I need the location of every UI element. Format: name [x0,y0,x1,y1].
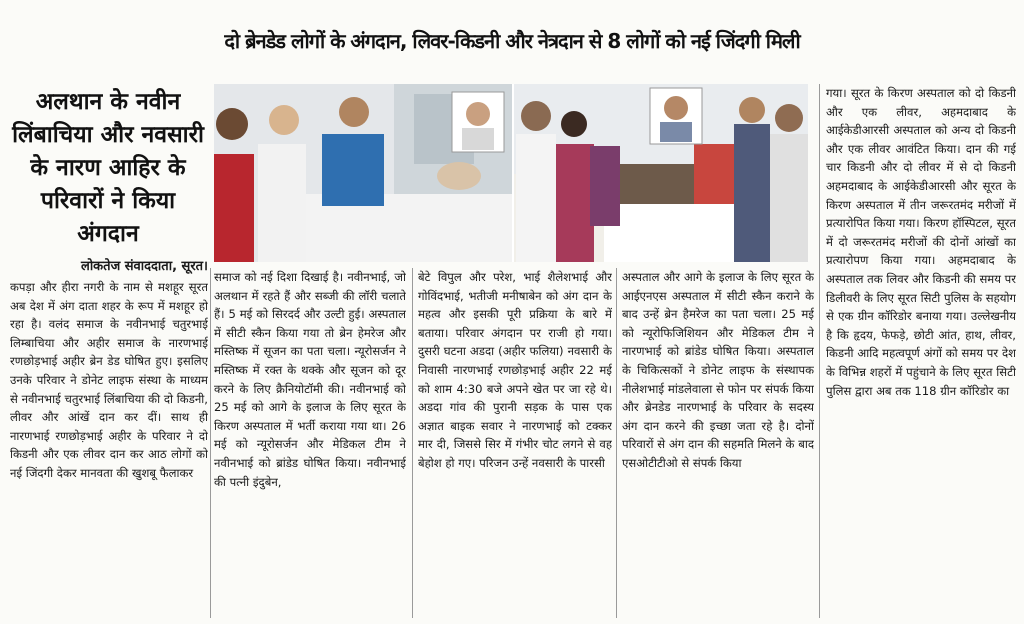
headline: दो ब्रेनडेड लोगों के अंगदान, लिवर-किडनी और नेत्रदान से 8 लोगों को नई जिंदगी मिली [224,28,800,53]
news-photo [214,84,808,262]
column-4-text: अस्पताल और आगे के इलाज के लिए सूरत के आईएनएस अस्पताल में सीटी स्कैन कराने के बाद उन्हें ब्रेन हैमरेज का पता चला। 25 मई को न्यूरोफिजिशियन और मेडिकल टीम ने नारणभाई को ब्रांडेड घोषित किया। अस्पताल के चिकित्सकों ने डोनेट लाइफ के संस्थापक नीलेशभाई मांडलेवाला से फोन पर संपर्क किया और ब्रेनडेड नारणभाई के परिवार के सदस्य अंग दान करने की इच्छा जता रहे है। दोनों परिवारों से अंग दान की सहमति मिलने के बाद एसओटीटीओ से संपर्क किया [622,270,814,470]
article-column-1 [10,278,208,618]
article-column-2 [214,268,406,618]
article-column-4 [622,268,814,618]
article-column-3 [418,268,612,618]
column-5-text: गया। सूरत के किरण अस्पताल को दो किडनी और एक लीवर, अहमदाबाद के आईकेडीआरसी अस्पताल को अन्य दो किडनी और एक लीवर आवंटित किया। दान की गई चार किडनी और दो लीवर में से दो किडनी अहमदाबाद के आईकेडीआरसी और सूरत के किरण अस्पताल में तीन जरूरतमंद मरीजों में प्रत्यारोपित किया गया। किरण हॉस्पिटल, सूरत में दो जरूरतमंद मरीजों की दोनों आंखों का प्रत्यारोपण किया गया। अहमदाबाद के अस्पताल तक लिवर और किडनी की समय पर डिलीवरी के लिए सूरत सिटी पुलिस के सहयोग से एक ग्रीन कॉरिडोर बनाया गया। उल्लेखनीय है कि हृदय, फेफड़े, छोटी आंत, हाथ, लीवर, किडनी आदि महत्वपूर्ण अंगों को समय पर देश के विभिन्न शहरों में पहुंचाने के लिए सूरत सिटी पुलिस द्वारा अब तक 118 ग्रीन कॉरिडोर का [826,86,1016,398]
byline: लोकतेज संवाददाता, सूरत। [81,259,208,274]
column-1-text: कपड़ा और हीरा नगरी के नाम से मशहूर सूरत अब देश में अंग दाता शहर के रूप में मशहूर हो रहा है। वलंद समाज के नवीनभाई चतुरभाई लिम्बाचिया और अहीर समाज के नारणभाई रणछोड़भाई अहीर ब्रेन डेड घोषित हुए। इसलिए उनके परिवार ने डोनेट लाइफ संस्था के माध्यम से नवीनभाई चतुरभाई लिंबाचिया की दो किडनी, लीवर और आंखें दान कर दीं। साथ ही नारणभाई रणछोड़भाई अहीर के परिवार ने दो किडनी और एक लीवर दान कर आठ लोगों को नई जिंदगी देकर मानवता की खुशबू फैलाकर [10,280,208,480]
column-3-text: बेटे विपुल और परेश, भाई शैलेशभाई और गोविंदभाई, भतीजी मनीषाबेन को अंग दान के महत्व और इसकी पूरी प्रक्रिया के बारे में बताया। परिवार अंगदान पर राजी हो गया। दुसरी घटना अडदा (अहीर फलिया) नवसारी के निवासी नारणभाई रणछोड़भाई अहीर 22 मई को शाम 4:30 बजे अपने खेत पर जा रहे थे। अडदा गांव की पुरानी सड़क के पास एक अज्ञात बाइक सवार ने नारणभाई को टक्कर मार दी, जिससे सिर में गंभीर चोट लगने से वह बेहोश हो गए। परिजन उन्हें नवसारी के पारसी [418,270,612,470]
subheadline: अलथान के नवीन लिंबाचिया और नवसारी के नारण आहिर के परिवारों ने किया अंगदान [12,89,204,247]
column-2-text: समाज को नई दिशा दिखाई है। नवीनभाई, जो अलथान में रहते हैं और सब्जी की लॉरी चलाते हैं। 5 मई को सिरदर्द और उल्टी हुई। अस्पताल में सीटी स्कैन किया गया तो ब्रेन हेमरेज और मस्तिष्क में सूजन का पता चला। न्यूरोसर्जन ने मस्तिष्क में रक्त के थक्के और सूजन को दूर करने के लिए क्रैनियोटॉमी की। नवीनभाई को 25 मई को आगे के इलाज के लिए सूरत के किरण अस्पताल में भर्ती कराया गया था। 26 मई को न्यूरोसर्जन और मेडिकल टीम ने नवीनभाई को ब्रांडेड घोषित किया। नवीनभाई की पत्नी इंदुबेन, [214,270,406,489]
article-column-5 [826,84,1016,618]
